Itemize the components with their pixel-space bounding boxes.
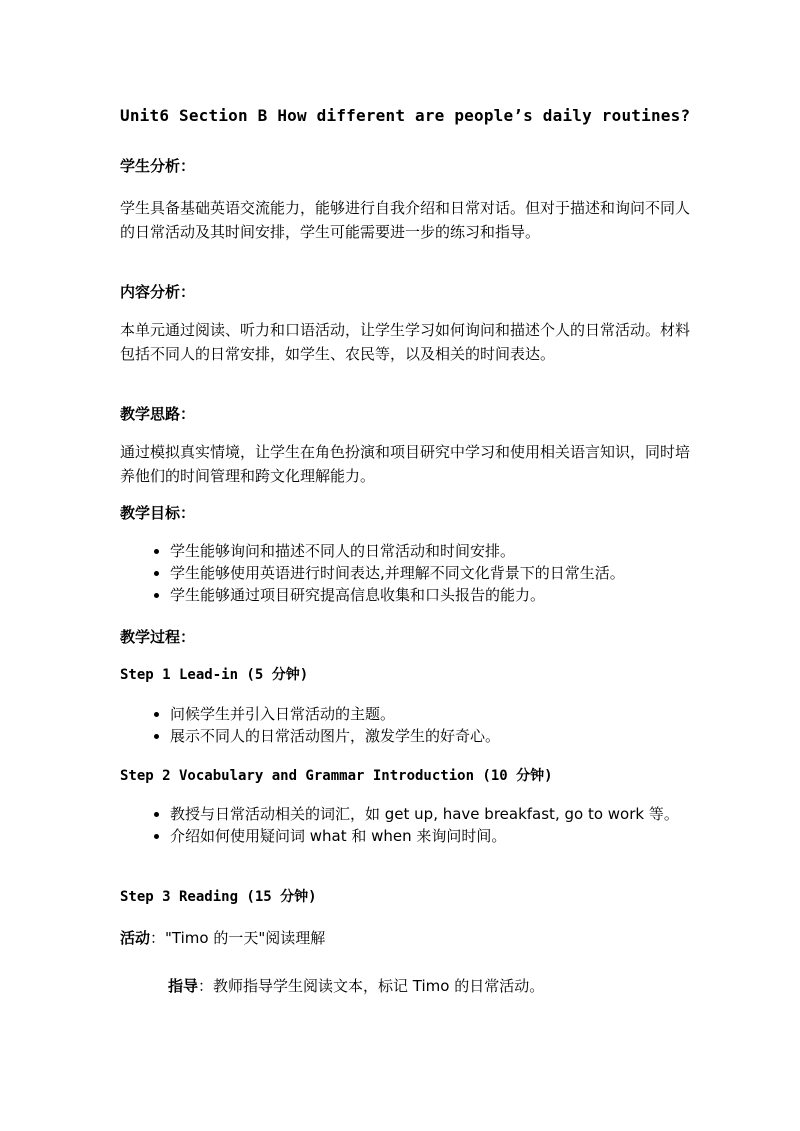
list-item: • 学生能够使用英语进行时间表达,并理解不同文化背景下的日常生活。 [170,562,730,584]
step3-guide [168,975,544,996]
list-item: • 问候学生并引入日常活动的主题。 [170,703,705,725]
teaching-idea-text: 通过模拟真实情境，让学生在角色扮演和项目研究中学习和使用相关语言知识，同时培养他们的时间管理和跨文化理解能力。 [120,443,691,485]
step2-title: Step 2 Vocabulary and Grammar Introduction (10 分钟) [120,768,553,784]
step1-list [145,703,705,747]
activity-text: ："Timo 的一天"阅读理解 [150,929,326,947]
activity-label: 活动 [120,929,151,947]
step2-list [145,803,705,847]
list-item: • 学生能够通过项目研究提高信息收集和口头报告的能力。 [170,584,730,606]
guide-text: ：教师指导学生阅读文本，标记 Timo 的日常活动。 [198,977,545,995]
list-item: • 展示不同人的日常活动图片，激发学生的好奇心。 [170,725,705,747]
teaching-goals-list [145,540,730,606]
teaching-idea-heading: 教学思路： [120,405,196,423]
guide-label: 指导 [168,977,199,995]
student-analysis-text: 学生具备基础英语交流能力，能够进行自我介绍和日常对话。但对于描述和询问不同人的日常活动及其时间安排，学生可能需要进一步的练习和指导。 [120,199,691,241]
content-analysis-heading: 内容分析： [120,283,196,301]
content-analysis-text: 本单元通过阅读、听力和口语活动，让学生学习如何询问和描述个人的日常活动。材料包括不同人的日常安排，如学生、农民等，以及相关的时间表达。 [120,321,691,363]
student-analysis-heading: 学生分析： [120,157,196,175]
document-title: Unit6 Section B How different are people’s daily routines? [120,106,691,125]
step3-title: Step 3 Reading (15 分钟) [120,889,317,905]
teaching-goals-heading: 教学目标： [120,504,196,522]
step3-activity [120,927,325,948]
list-item: • 教授与日常活动相关的词汇，如 get up, have breakfast, go to work 等。 [170,803,705,825]
step1-title: Step 1 Lead-in (5 分钟) [120,667,309,683]
list-item: • 介绍如何使用疑问词 what 和 when 来询问时间。 [170,825,705,847]
teaching-process-heading: 教学过程： [120,628,196,646]
list-item: • 学生能够询问和描述不同人的日常活动和时间安排。 [170,540,730,562]
